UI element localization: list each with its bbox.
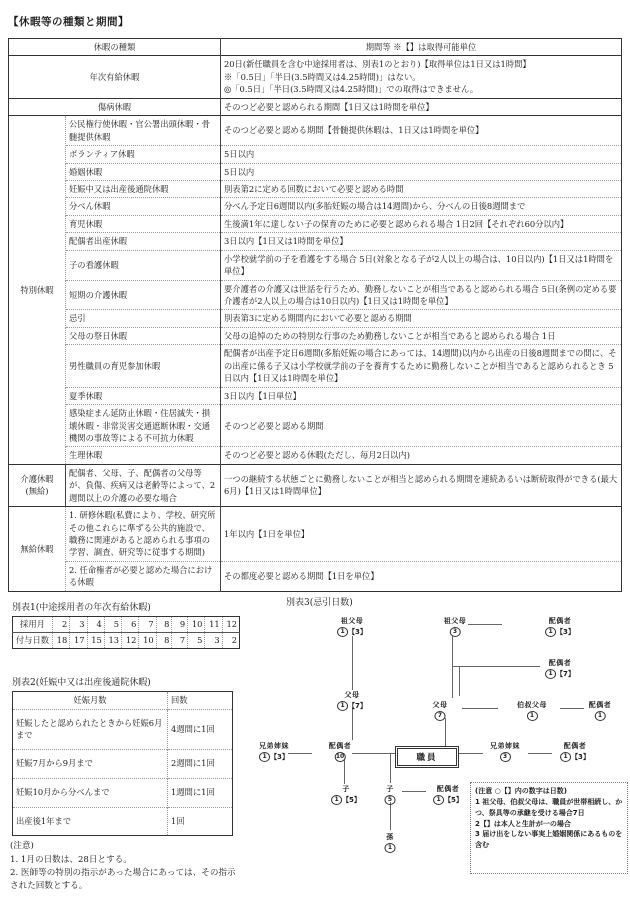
diagram-note-line: 1 祖父母、伯叔父母は、職員が世帯相続し、かつ、祭具等の承継を受ける場合7日: [475, 797, 623, 817]
diagram-connector: [344, 760, 345, 784]
desc-line: そのつど必要と認められる期間【1日又は1時間を単位】: [224, 101, 434, 112]
node-label: 配偶者: [328, 742, 352, 750]
node-days: [444, 627, 467, 637]
days-circle: 1: [433, 795, 444, 805]
diagram-connector: [452, 636, 453, 698]
cohabit-days: 【7】: [348, 702, 367, 710]
leave-subtype-label: 忌引: [66, 310, 221, 327]
label-line: 介護休暇: [20, 474, 54, 485]
diagram-connector: [528, 753, 552, 754]
table1-value: 5: [104, 617, 121, 633]
node-days: [259, 752, 289, 762]
days-circle: 1: [545, 627, 556, 637]
node-label: 祖父母: [443, 617, 467, 625]
table1-value: 6: [122, 617, 139, 633]
node-label: 父母: [432, 701, 448, 709]
node-label: 配偶者: [563, 742, 587, 750]
table-row: [9, 198, 622, 215]
diagram-connector: [452, 666, 540, 667]
diagram-connector: [462, 708, 498, 709]
table2-row: [13, 807, 233, 836]
leave-group-label: 無給休暇: [9, 507, 66, 592]
node-days: [331, 795, 361, 805]
table1-value: 12: [122, 632, 139, 648]
diagram-connector: [468, 624, 502, 625]
table2-months: 妊娠7月から9月まで: [13, 750, 168, 779]
diagram-node-parents-spouse: [545, 658, 575, 679]
cohabit-days: 【3】: [348, 628, 367, 636]
diagram-connector: [459, 666, 460, 696]
table2-months: 出産後1年まで: [13, 807, 168, 836]
table-row: [9, 345, 622, 387]
diagram-connector: [402, 791, 426, 792]
leave-period-desc: 要介護者の介護又は世話を行うため、勤務しないことが相当であると認められる場合 5日(条例の定める要介護者が2人以上の場合は10日以内)【1日又は1時間を単位】: [221, 280, 622, 310]
leave-period-desc: 1年以内【1日を単位】: [221, 507, 622, 562]
days-circle: 1: [527, 711, 538, 721]
leave-period-desc: 一つの継続する状態ごとに勤務しないことが相当と認められる期間を連続あるいは断続取得ができる(最大6月)【1日又は1時間単位】: [221, 464, 622, 506]
table1-value: 8: [156, 617, 172, 633]
cohabit-days: 【3】: [270, 753, 289, 761]
node-days: [517, 711, 547, 721]
diagram-note-box: [470, 782, 628, 874]
node-days: [385, 795, 396, 805]
table2-header-count: 回数: [168, 691, 233, 710]
node-days: [433, 711, 448, 721]
node-label: 兄弟姉妹: [259, 742, 289, 750]
bottom-section: [8, 592, 622, 897]
leave-period-desc: そのつど必要と認める期間【骨髄提供休暇は、1日又は1時間を単位】: [221, 116, 622, 146]
node-days: [329, 752, 352, 762]
mid-career-leave-table: [12, 616, 240, 649]
leave-subtype-label: 婚姻休暇: [66, 163, 221, 180]
table-row: [9, 98, 622, 115]
desc-line: ※「0.5日」「半日(3.5時間又は4.25時間)」はない。: [224, 71, 421, 82]
table1-value: 7: [139, 617, 156, 633]
diagram-title: 別表3(忌引日数): [286, 598, 353, 608]
table2-count: 1週間に1回: [168, 779, 233, 808]
leave-period-desc: 別表第3に定める期間内において必要と認める期間: [221, 310, 622, 327]
table2-months: 妊娠10月から分べんまで: [13, 779, 168, 808]
note-item: 1. 1月の日数は、28日とする。: [10, 854, 132, 865]
node-label: 子: [342, 785, 350, 793]
diagram-connector: [445, 718, 446, 746]
diagram-connector: [390, 753, 391, 783]
table2-header-months: 妊娠月数: [73, 694, 107, 705]
diagram-node-child: [385, 784, 396, 805]
leave-period-desc: 5日以内: [221, 163, 622, 180]
node-label: 孫: [386, 833, 394, 841]
leave-subtype-label: 生理休暇: [66, 447, 221, 464]
node-label: 配偶者: [548, 659, 572, 667]
diagram-connector: [352, 753, 395, 754]
node-label: 子: [386, 785, 394, 793]
cohabit-days: 【5】: [444, 796, 463, 804]
table1-value: 3: [70, 617, 87, 633]
table-row: [9, 405, 622, 447]
notes-title: (注意): [10, 841, 34, 852]
diagram-note-line: (注意 ○【】内の数字は日数): [475, 787, 567, 795]
table1-value: 5: [188, 632, 205, 648]
table1-value: 9: [172, 617, 188, 633]
page-title: 【休暇等の種類と期間】: [8, 16, 129, 28]
table2-row: [13, 750, 233, 779]
node-days: [337, 701, 367, 711]
diagram-node-uncle-aunt: [517, 700, 547, 721]
diagram-connector: [352, 636, 353, 690]
table-row: [9, 387, 622, 404]
table1-value: 11: [205, 617, 222, 633]
diagram-node-siblings-spouse: [560, 741, 590, 762]
table1-value: 10: [139, 632, 156, 648]
node-days: [337, 627, 367, 637]
leave-period-desc: その都度必要と認める期間【1日を単位】: [221, 561, 622, 591]
node-label: 祖父母: [340, 617, 364, 625]
table1-value: 2: [222, 632, 239, 648]
leave-period-desc: 5日以内: [221, 146, 622, 163]
days-circle: 1: [337, 701, 348, 711]
table1-value: 3: [205, 632, 222, 648]
table1-row: [13, 617, 240, 633]
diagram-connector: [459, 753, 483, 754]
leave-period-desc: 配偶者が出産予定日6週間(多胎妊娠の場合にあっては、14週間)以内から出産の日後8週間までの間に、その出産に係る子又は小学校就学前の子を養育するために勤務しないことが相当であると認められるとき 5日以内【1日又は1時間を単位】: [221, 345, 622, 387]
diagram-node-child-spouse: [433, 784, 463, 805]
table-row: [9, 310, 622, 327]
leave-condition: 配偶者、父母、子、配偶者の父母等が、負傷、疾病又は老齢等によって、2週間以上の介護の必要な場合: [66, 464, 221, 506]
days-circle: 5: [385, 795, 396, 805]
diagram-node-uncle-aunt-spouse: [589, 700, 612, 721]
leave-group-label: 特別休暇: [9, 116, 66, 465]
node-label: 兄弟姉妹: [490, 742, 520, 750]
label-line: (無給): [25, 486, 49, 497]
cohabit-days: 【5】: [342, 796, 361, 804]
table1-row-label: 採用月: [20, 619, 45, 629]
diagram-note-line: 2【】は本人と生計が一の場合: [475, 819, 571, 828]
table2-row: [13, 710, 233, 750]
table1-value: 12: [222, 617, 239, 633]
node-label: 配偶者: [548, 617, 572, 625]
days-circle: 1: [337, 627, 348, 637]
node-label: 配偶者: [588, 701, 612, 709]
leave-period-desc: 小学校就学前の子を看護をする場合 5日(対象となる子が2人以上の場合は、10日以内)【1日又は1時間を単位】: [221, 250, 622, 280]
diagram-node-siblings: [490, 741, 520, 762]
diagram-connector: [352, 708, 353, 740]
employee-node: 職員: [395, 746, 459, 768]
leave-subtype-label: ボランティア休暇: [66, 146, 221, 163]
leave-subtype-label: 男性職員の育児参加休暇: [66, 345, 221, 387]
table2-count: 1回: [168, 807, 233, 836]
node-days: [560, 752, 590, 762]
pregnancy-visit-table: [12, 691, 233, 837]
days-circle: 1: [560, 752, 571, 762]
leave-type-label: 傷病休暇: [9, 98, 221, 115]
leave-subtype-label: 感染症まん延防止休暇・住居滅失・損壊休暇・非常災害交通遮断休暇・交通機関の事故等による不可抗力休暇: [66, 405, 221, 447]
days-circle: 10: [335, 753, 345, 760]
leave-subtype-label: 分べん休暇: [66, 198, 221, 215]
diagram-connector: [288, 753, 312, 754]
leave-period-desc: 生後満1年に達しない子の保育のために必要と認められる場合 1日2回【それぞれ60分以内】: [221, 215, 622, 232]
diagram-connector: [560, 708, 584, 709]
diagram-node-sp-siblings: [259, 741, 289, 762]
days-circle: 3: [450, 627, 461, 637]
leave-types-table: [8, 38, 622, 592]
node-days: [545, 669, 575, 679]
table2-title: 別表2(妊娠中又は出産後通院休暇): [12, 677, 151, 688]
table1-value: 13: [104, 632, 121, 648]
leave-subtype-label: 公民権行使休暇・官公署出頭休暇・骨髄提供休暇: [66, 116, 221, 146]
leave-period-desc: 3日以内【1日又は1時間を単位】: [221, 233, 622, 250]
cohabit-days: 【7】: [556, 670, 575, 678]
days-circle: 3: [500, 752, 511, 762]
node-days: [545, 627, 575, 637]
leave-period-desc: 別表第2に定める回数において必要と認める時間: [221, 180, 622, 197]
desc-line: 20日(新任職員を含む中途採用者は、別表1のとおり)【取得単位は1日又は1時間】: [224, 59, 531, 70]
diagram-node-grandparents: [444, 616, 467, 637]
node-days: [433, 795, 463, 805]
days-circle: 1: [331, 795, 342, 805]
days-circle: 1: [595, 711, 606, 721]
table-row: [9, 163, 622, 180]
days-circle: 1: [259, 752, 270, 762]
column-header-period: 期間等 ※【】は取得可能単位: [221, 39, 622, 56]
leave-subtype-label: 2. 任命権者が必要と認めた場合における休暇: [66, 561, 221, 591]
leave-subtype-label: 1. 研修休暇(私費により、学校、研究所その他これらに準ずる公共的施設で、職務に関連があると認められる事項の学習、調査、研究等に従事する期間): [66, 507, 221, 562]
leave-period-desc: [221, 56, 622, 98]
days-circle: 1: [545, 669, 556, 679]
leave-group-label: [9, 464, 66, 506]
table1-title: 別表1(中途採用者の年次有給休暇): [12, 603, 151, 613]
table-row: [9, 464, 622, 506]
node-days: [490, 752, 520, 762]
diagram-node-grandchild: [385, 832, 396, 853]
node-days: [385, 843, 396, 853]
leave-subtype-label: 子の看護休暇: [66, 250, 221, 280]
table-row: [9, 146, 622, 163]
table2-count: 2週間に1回: [168, 750, 233, 779]
leave-subtype-label: 育児休暇: [66, 215, 221, 232]
table1-value: 10: [188, 617, 205, 633]
table1-value: 15: [87, 632, 104, 648]
table1-value: 7: [172, 632, 188, 648]
leave-period-desc: 3日以内【1日単位】: [221, 387, 622, 404]
leave-period-desc: 分べん予定日6週間以内(多胎妊娠の場合は14週間)から、分べんの日後8週間まで: [221, 198, 622, 215]
mourning-days-diagram: [240, 592, 622, 897]
table-row: [9, 215, 622, 232]
table1-row-label: 付与日数: [13, 632, 53, 648]
table-row: [9, 116, 622, 146]
leave-subtype-label: 夏季休暇: [66, 387, 221, 404]
leave-period-desc: そのつど必要と認める休暇(ただし、毎月2日以内): [221, 447, 622, 464]
node-label: 伯叔父母: [517, 701, 547, 709]
diagram-node-sp-child: [331, 784, 361, 805]
table1-value: 18: [52, 632, 69, 648]
table-row: [9, 280, 622, 310]
table-row: [9, 327, 622, 344]
diagram-node-sp-parents: [337, 690, 367, 711]
bottom-left-column: [8, 592, 240, 897]
desc-line: ◎「0.5日」「半日(3.5時間又は4.25時間)」での取得はできません。: [224, 84, 479, 95]
diagram-note-line: 3 届け出をしない事実上婚姻関係にあるものを含む: [475, 830, 623, 850]
diagram-node-spouse: [329, 741, 352, 762]
table-header-row: [9, 39, 622, 56]
note-item: 2. 医師等の特別の指示があった場合にあっては、その指示された回数とする。: [10, 867, 236, 892]
cohabit-days: 【3】: [571, 753, 590, 761]
leave-subtype-label: 父母の祭日休暇: [66, 327, 221, 344]
leave-subtype-label: 配偶者出産休暇: [66, 233, 221, 250]
table-row: [9, 233, 622, 250]
table1-value: 17: [70, 632, 87, 648]
leave-subtype-label: 妊娠中又は出産後通院休暇: [66, 180, 221, 197]
days-circle: 1: [385, 843, 396, 853]
days-circle: 7: [435, 711, 446, 721]
leave-type-label: 年次有給休暇: [9, 56, 221, 98]
table2-row: [13, 779, 233, 808]
diagram-node-grandparents-spouse: [545, 616, 575, 637]
leave-subtype-label: 短期の介護休暇: [66, 280, 221, 310]
table-row: [9, 56, 622, 98]
table2-header-row: [13, 691, 233, 710]
leave-period-desc: そのつど必要と認める期間: [221, 405, 622, 447]
node-days: [589, 711, 612, 721]
column-header-type: 休暇の種類: [9, 39, 221, 56]
node-label: 父母: [344, 691, 360, 699]
table-row: [9, 180, 622, 197]
table-row: [9, 447, 622, 464]
table-row: [9, 561, 622, 591]
table1-row: [13, 632, 240, 648]
table2-count: 4週間に1回: [168, 710, 233, 750]
node-label: 配偶者: [436, 785, 460, 793]
cohabit-days: 【3】: [556, 628, 575, 636]
diagram-connector: [390, 802, 391, 830]
leave-period-desc: [221, 98, 622, 115]
table2-months: 妊娠したと認められたときから妊娠6月まで: [13, 710, 168, 750]
table-row: [9, 250, 622, 280]
leave-period-desc: 父母の追悼のための特別な行事のため勤務しないことが相当であると認められる場合 1日: [221, 327, 622, 344]
notes-block: [10, 840, 240, 893]
diagram-node-parents: [433, 700, 448, 721]
table1-value: 8: [156, 632, 172, 648]
table-row: [9, 507, 622, 562]
diagram-node-sp-grandparents: [337, 616, 367, 637]
table1-value: 2: [52, 617, 69, 633]
table1-value: 4: [87, 617, 104, 633]
